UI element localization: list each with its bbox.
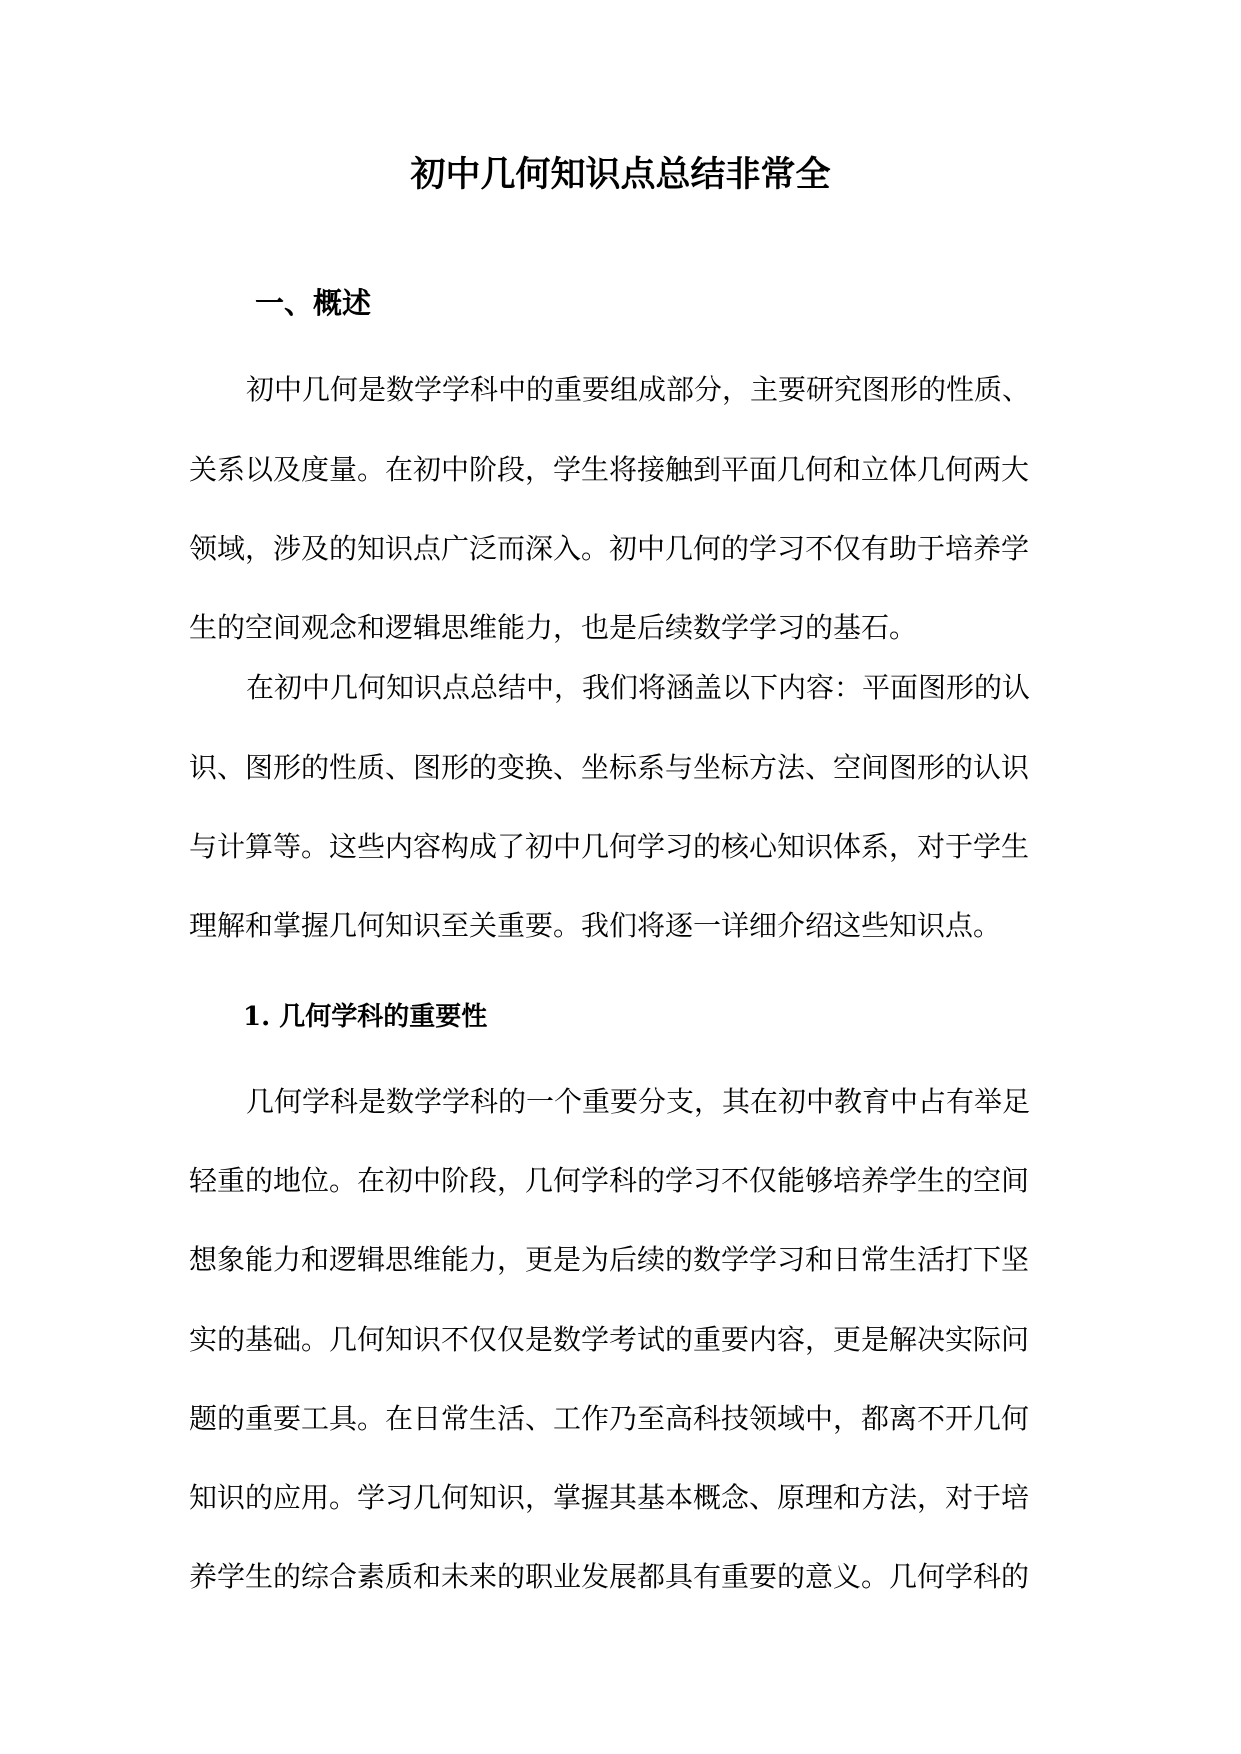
paragraph-line: 实的基础。几何知识不仅仅是数学考试的重要内容，更是解决实际问 xyxy=(189,1323,1030,1356)
paragraph-line: 题的重要工具。在日常生活、工作乃至高科技领域中，都离不开几何 xyxy=(189,1402,1030,1435)
paragraph-line: 养学生的综合素质和未来的职业发展都具有重要的意义。几何学科的 xyxy=(189,1560,1030,1593)
paragraph-line: 领域，涉及的知识点广泛而深入。初中几何的学习不仅有助于培养学 xyxy=(189,532,1030,565)
paragraph-line: 与计算等。这些内容构成了初中几何学习的核心知识体系，对于学生 xyxy=(189,830,1030,863)
paragraph-line: 在初中几何知识点总结中，我们将涵盖以下内容：平面图形的认 xyxy=(246,671,1031,704)
paragraph-line: 几何学科是数学学科的一个重要分支，其在初中教育中占有举足 xyxy=(246,1085,1031,1118)
paragraph-line: 关系以及度量。在初中阶段，学生将接触到平面几何和立体几何两大 xyxy=(189,453,1030,486)
document-title: 初中几何知识点总结非常全 xyxy=(410,154,831,195)
paragraph-line: 初中几何是数学学科中的重要组成部分，主要研究图形的性质、 xyxy=(246,373,1031,406)
subsection-heading-importance: 1. 几何学科的重要性 xyxy=(243,1002,488,1032)
paragraph-line: 轻重的地位。在初中阶段，几何学科的学习不仅能够培养学生的空间 xyxy=(189,1164,1030,1197)
paragraph-line: 生的空间观念和逻辑思维能力，也是后续数学学习的基石。 xyxy=(189,611,918,644)
paragraph-line: 理解和掌握几何知识至关重要。我们将逐一详细介绍这些知识点。 xyxy=(189,909,1002,942)
section-heading-overview: 一、概述 xyxy=(255,286,372,320)
paragraph-line: 识、图形的性质、图形的变换、坐标系与坐标方法、空间图形的认识 xyxy=(189,751,1030,784)
paragraph-line: 知识的应用。学习几何知识，掌握其基本概念、原理和方法，对于培 xyxy=(189,1481,1030,1514)
paragraph-line: 想象能力和逻辑思维能力，更是为后续的数学学习和日常生活打下坚 xyxy=(189,1243,1030,1276)
